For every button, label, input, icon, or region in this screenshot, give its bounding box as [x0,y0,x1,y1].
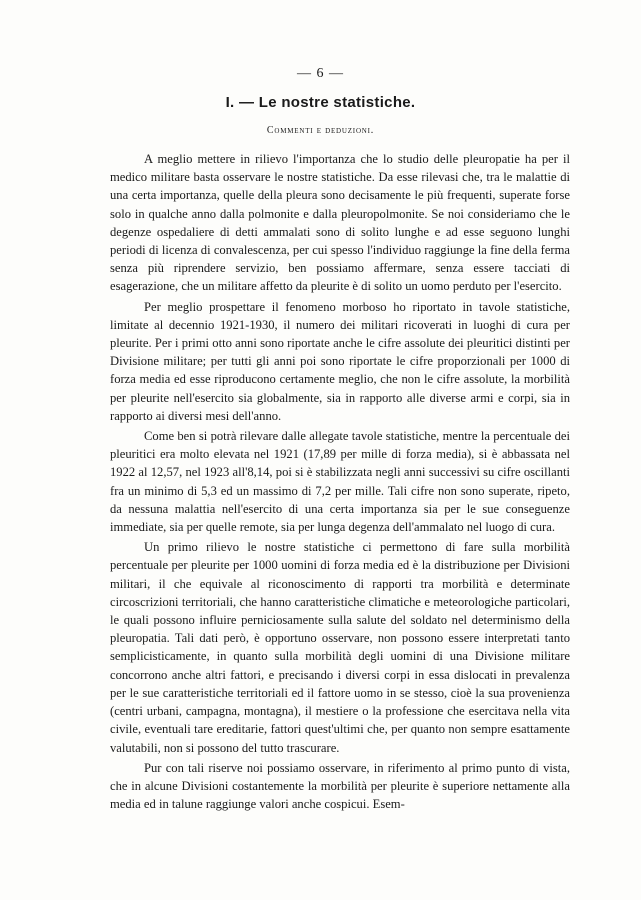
section-subtitle: Commenti e deduzioni. [266,125,375,136]
paragraph: A meglio mettere in rilievo l'importanza che lo studio delle pleuropatie ha per il medico militare basta osservare le nostre statistiche. Da esse rilevasi che, tra le malattie di una certa importanza, quelle della pleura sono decisamente le più frequenti, superate forse solo in qualche anno dalla polmonite e dalla pleuropolmonite. Se noi consideriamo che le degenze ospedaliere di detti ammalati sono di solito lunghe e ad esse seguono lunghi periodi di licenza di convalescenza, per cui spesso l'individuo raggiunge la fine della ferma senza più riprendere servizio, ben possiamo affermare, senza essere tacciati di esagerazione, che un militare affetto da pleurite è di solito un uomo perduto per l'esercito. [110,152,570,294]
section-title: I. — Le nostre statistiche. [225,94,416,111]
paragraph: Come ben si potrà rilevare dalle allegate tavole statistiche, mentre la percentuale dei pleuritici era molto elevata nel 1921 (17,89 per mille di forza media), si è abbassata nel 1922 al 12,57, nel 1923 all'8,14, poi si è stabilizzata negli anni successivi su cifre oscillanti fra un minimo di 5,3 ed un massimo di 7,2 per mille. Tali cifre non sono superate, ripeto, da nessuna malattia nell'esercito di una certa importanza sia per le sue conseguenze immediate, sia per quelle remote, sia per lunga degenza dell'ammalato nel luogo di cura. [110,429,570,535]
paragraph: Un primo rilievo le nostre statistiche ci permettono di fare sulla morbilità percentuale per pleurite per 1000 uomini di forza media ed è la distribuzione per Divisioni militari, il che equivale al riconoscimento di rapporti tra morbilità e determinate circoscrizioni territoriali, che hanno caratteristiche climatiche e meteorologiche particolari, le quali possono influire perniciosamente sulla salute del soldato nel determinismo della pleuropatia. Tali dati però, è opportuno osservare, non possono essere interpretati tanto semplicisticamente, in quanto sulla morbilità degli uomini di una Divisione militare concorrono anche altri fattori, e precisando i diversi corpi in essa dislocati in prevalenza per le sue caratteristiche territoriali ed il fattore uomo in se stesso, cioè la sua provenienza (centri urbani, campagna, montagna), il mestiere o la professione che esercitava nella vita civile, eventuali tare ereditarie, fattori quest'ultimi che, per quanto non sempre esattamente valutabili, non si possono del tutto trascurare. [110,540,570,755]
paragraph: Pur con tali riserve noi possiamo osservare, in riferimento al primo punto di vista, che in alcune Divisioni costantemente la morbilità per pleurite è superiore nettamente alla media ed in talune raggiunge valori anche cospicui. Esem- [110,760,570,812]
page-number: — 6 — [297,66,344,81]
paragraph: Per meglio prospettare il fenomeno morboso ho riportato in tavole statistiche, limitate al decennio 1921-1930, il numero dei militari ricoverati in luoghi di cura per pleurite. Per i primi otto anni sono riportate anche le cifre assolute dei pleuritici distinti per Divisione militare; per tutti gli anni poi sono riportate le cifre proporzionali per 1000 di forza media ed esse riproducono certamente meglio, che non le cifre assolute, la morbilità per pleurite nell'esercito sia globalmente, sia in rapporto alle diverse armi e corpi, sia in rapporto ai diversi mesi dell'anno. [110,299,570,423]
body-text [110,150,570,815]
